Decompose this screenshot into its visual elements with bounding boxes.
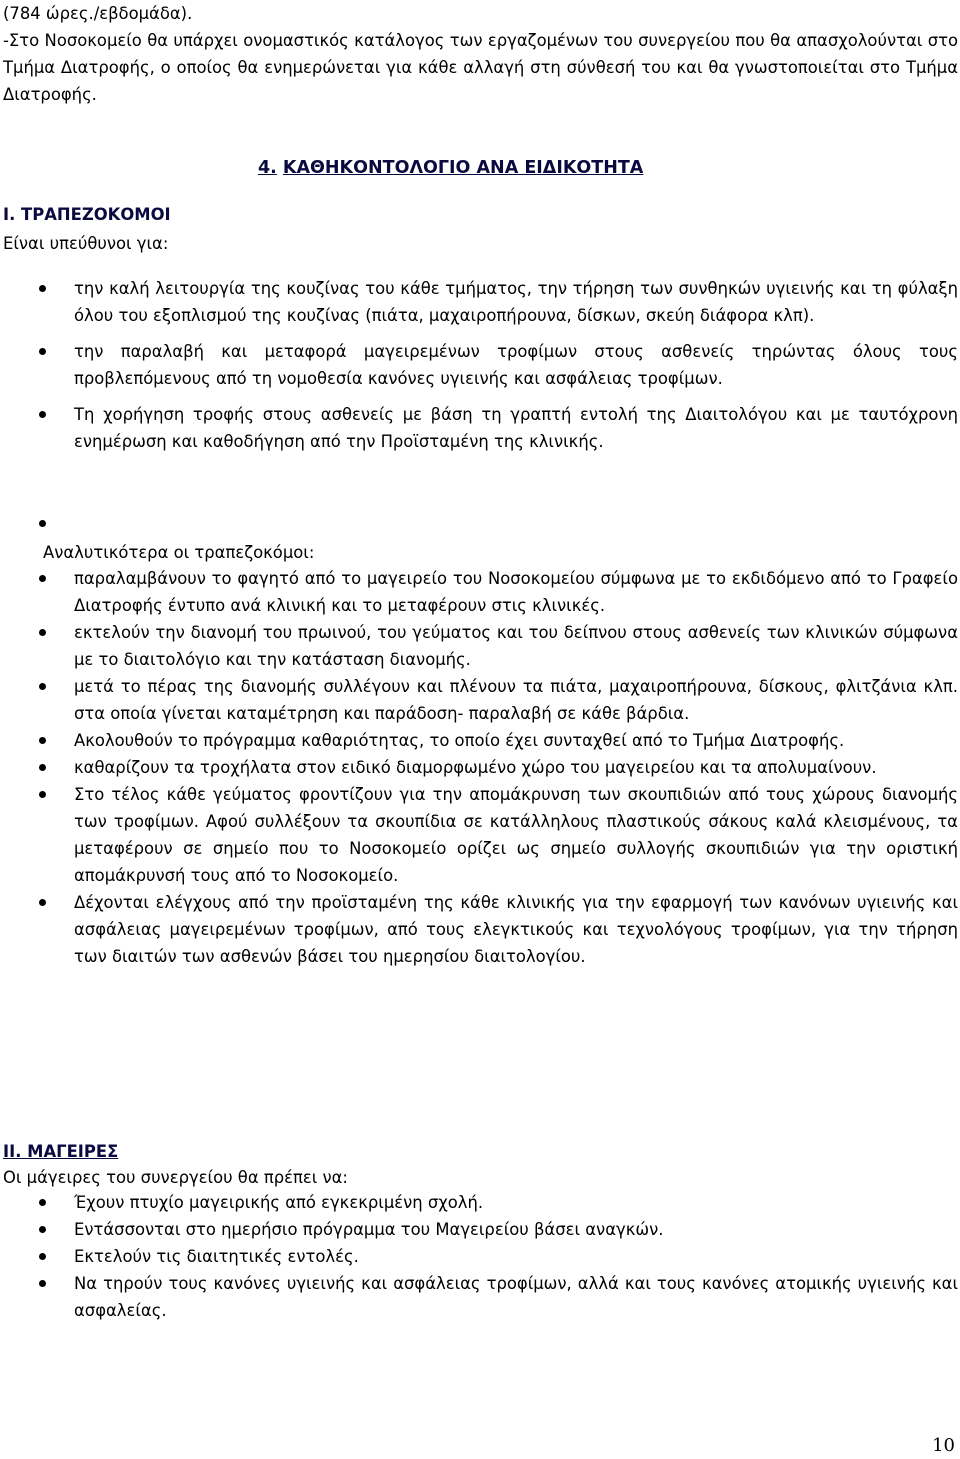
section-2-list: [3, 1189, 958, 1324]
list-item: [3, 619, 958, 673]
bullet-icon: [39, 1226, 46, 1233]
section-1-list: [3, 275, 958, 464]
bullet-icon: [39, 629, 46, 636]
list-item: [3, 401, 958, 455]
list-item: [3, 338, 958, 392]
list-item: [3, 781, 958, 889]
list-item: [3, 754, 958, 781]
list-item-text: Ακολουθούν το πρόγραμμα καθαριότητας, το οποίο έχει συνταχθεί από το Τμήμα Διατροφής.: [74, 731, 845, 750]
section-1-title: Ι. ΤΡΑΠΕΖΟΚΟΜΟΙ: [3, 205, 171, 224]
list-item-text: Να τηρούν τους κανόνες υγιεινής και ασφάλειας τροφίμων, αλλά και τους κανόνες ατομικής υγιεινής και ασφαλείας.: [74, 1274, 958, 1320]
list-item-text: την καλή λειτουργία της κουζίνας του κάθε τμήματος, την τήρηση των συνθηκών υγιεινής και τη φύλαξη όλου του εξοπλισμού της κουζίνας (πιάτα, μαχαιροπήρουνα, δίσκων, σκεύη διάφορα κλπ).: [74, 279, 958, 325]
bullet-icon: [39, 411, 46, 418]
heading-title: ΚΑΘΗΚΟΝΤΟΛΟΓΙΟ ΑΝΑ ΕΙΔΙΚΟΤΗΤΑ: [282, 158, 644, 178]
list-item-text: την παραλαβή και μεταφορά μαγειρεμένων τροφίμων στους ασθενείς τηρώντας όλους τους προβλεπόμενους από τη νομοθεσία κανόνες υγιεινής και ασφάλειας τροφίμων.: [74, 342, 958, 388]
list-item: [3, 275, 958, 329]
list-item: [3, 565, 958, 619]
detail-lead: Αναλυτικότερα οι τραπεζοκόμοι:: [43, 543, 315, 562]
section-heading-4: [258, 155, 643, 182]
intro-block: [3, 0, 958, 108]
heading-number: 4.: [258, 158, 277, 178]
bullet-icon: [39, 1280, 46, 1287]
bullet-icon: [39, 520, 46, 527]
page-number: 10: [932, 1435, 955, 1456]
bullet-icon: [39, 737, 46, 744]
list-item-text: καθαρίζουν τα τροχήλατα στον ειδικό διαμορφωμένο χώρο του μαγειρείου και τα απολυμαίνουν.: [74, 758, 877, 777]
list-item-text: Εκτελούν τις διαιτητικές εντολές.: [74, 1247, 359, 1266]
list-item-text: Εντάσσονται στο ημερήσιο πρόγραμμα του Μαγειρείου βάσει αναγκών.: [74, 1220, 664, 1239]
bullet-icon: [39, 285, 46, 292]
list-item-text: παραλαμβάνουν το φαγητό από το μαγειρείο του Νοσοκομείου σύμφωνα με το εκδιδόμενο από το Γραφείο Διατροφής έντυπο ανά κλινική και το μεταφέρουν στις κλινικές.: [74, 569, 958, 615]
list-item: [3, 1189, 958, 1216]
intro-line: (784 ώρες./εβδομάδα).: [3, 4, 193, 23]
bullet-icon: [39, 791, 46, 798]
list-item-text: Τη χορήγηση τροφής στους ασθενείς με βάση τη γραπτή εντολή της Διαιτολόγου και με ταυτόχρονη ενημέρωση και καθοδήγηση από την Προϊσταμένη της κλινικής.: [74, 405, 958, 451]
bullet-icon: [39, 1199, 46, 1206]
bullet-icon: [39, 899, 46, 906]
list-item-text: Έχουν πτυχίο μαγειρικής από εγκεκριμένη σχολή.: [74, 1193, 484, 1212]
list-item: [3, 1270, 958, 1324]
list-item-text: Δέχονται ελέγχους από την προϊσταμένη της κάθε κλινικής για την εφαρμογή των κανόνων υγιεινής και ασφάλειας μαγειρεμένων τροφίμων, από τους ελεγκτικούς και τεχνολόγους τροφίμων, για την τήρηση των διαιτών των ασθενών βάσει του ημερησίου διαιτολογίου.: [74, 893, 958, 966]
bullet-icon: [39, 575, 46, 582]
section-2-title: ΙΙ. ΜΑΓΕΙΡΕΣ: [3, 1142, 119, 1161]
list-item: [3, 889, 958, 970]
list-item: [3, 673, 958, 727]
bullet-icon: [39, 683, 46, 690]
section-1-lead: Είναι υπεύθυνοι για:: [3, 234, 169, 253]
bullet-icon: [39, 764, 46, 771]
intro-paragraph: -Στο Νοσοκομείο θα υπάρχει ονομαστικός κατάλογος των εργαζομένων του συνεργείου που θα απασχολούνται στο Τμήμα Διατροφής, ο οποίος θα ενημερώνεται για κάθε αλλαγή στη σύνθεσή του και θα γνωστοποιείται στο Τμήμα Διατροφής.: [3, 31, 958, 104]
bullet-icon: [39, 348, 46, 355]
list-item-text: μετά το πέρας της διανομής συλλέγουν και πλένουν τα πιάτα, μαχαιροπήρουνα, δίσκους, φλιτζάνια κλπ. στα οποία γίνεται καταμέτρηση και παράδοση- παραλαβή σε κάθε βάρδια.: [74, 677, 958, 723]
detail-list: [3, 565, 958, 970]
list-item-text: Στο τέλος κάθε γεύματος φροντίζουν για την απομάκρυνση των σκουπιδιών από τους χώρους διανομής των τροφίμων. Αφού συλλέξουν τα σκουπίδια σε κατάλληλους πλαστικούς σάκους καλά κλεισμένους, τα μεταφέρουν σε σημείο που το Νοσοκομείο ορίζει ως σημείο συλλογής σκουπιδιών για την οριστική απομάκρυνσή τους από το Νοσοκομείο.: [74, 785, 958, 885]
list-item-text: εκτελούν την διανομή του πρωινού, του γεύματος και του δείπνου στους ασθενείς των κλινικών σύμφωνα με το διαιτολόγιο και την κατάσταση διανομής.: [74, 623, 958, 669]
list-item: [3, 1243, 958, 1270]
bullet-icon: [39, 1253, 46, 1260]
list-item: [3, 1216, 958, 1243]
list-item: [3, 727, 958, 754]
section-2-lead: Οι μάγειρες του συνεργείου θα πρέπει να:: [3, 1168, 348, 1187]
